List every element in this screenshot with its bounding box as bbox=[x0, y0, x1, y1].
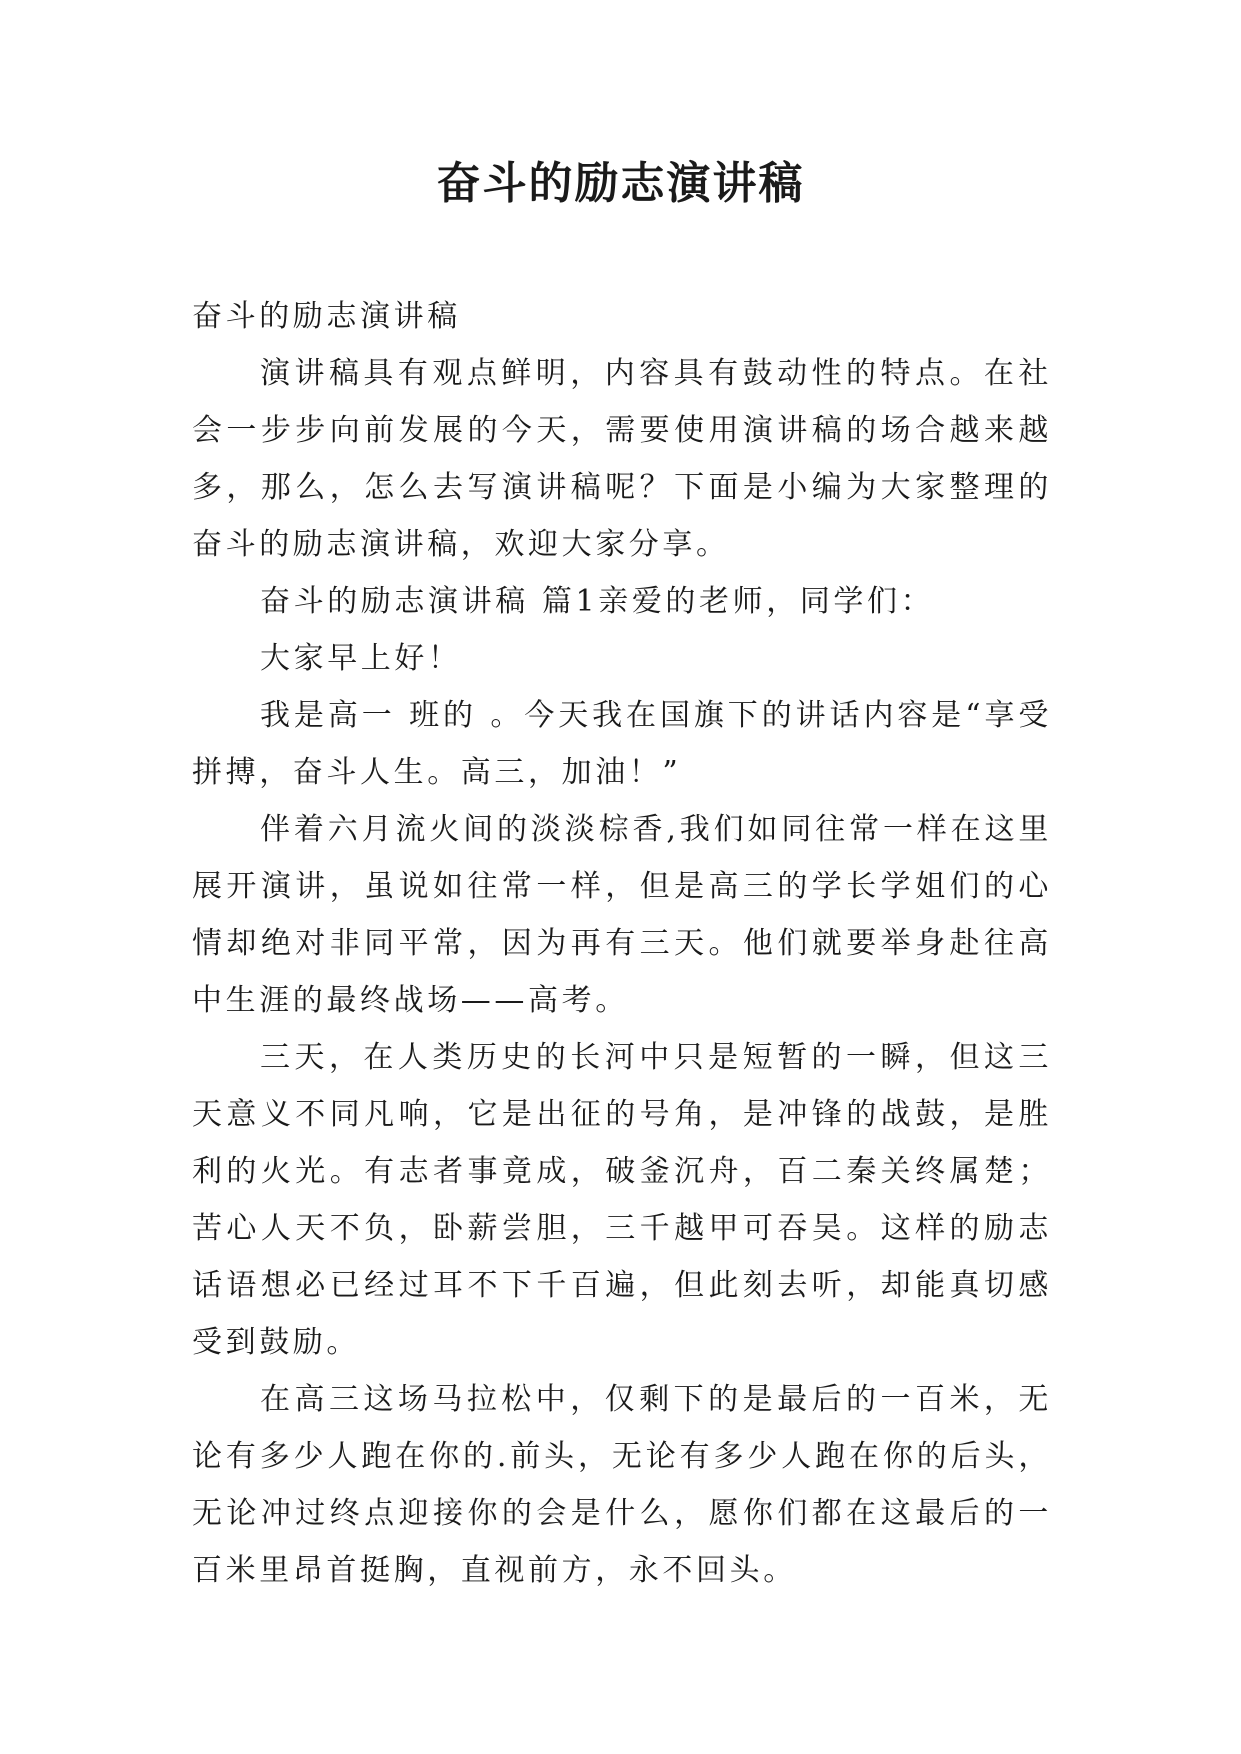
document-subtitle: 奋斗的励志演讲稿 bbox=[192, 299, 461, 334]
paragraph-june-context: 伴着六月流火间的淡淡棕香,我们如同往常一样在这里展开演讲，虽说如往常一样，但是高三的学长学姐们的心情却绝对非同平常，因为再有三天。他们就要举身赴往高中生涯的最终战场——高考。 bbox=[192, 812, 1052, 1018]
paragraph-three-days: 三天，在人类历史的长河中只是短暂的一瞬，但这三天意义不同凡响，它是出征的号角，是冲锋的战鼓，是胜利的火光。有志者事竟成，破釜沉舟，百二秦关终属楚；苦心人天不负，卧薪尝胆，三千越甲可吞吴。这样的励志话语想必已经过耳不下千百遍，但此刻去听，却能真切感受到鼓励。 bbox=[192, 1040, 1052, 1360]
paragraph-intro: 演讲稿具有观点鲜明，内容具有鼓动性的特点。在社会一步步向前发展的今天，需要使用演讲稿的场合越来越多，那么，怎么去写演讲稿呢？下面是小编为大家整理的奋斗的励志演讲稿，欢迎大家分享。 bbox=[192, 356, 1052, 562]
paragraph-self-introduction: 我是高一 班的 。今天我在国旗下的讲话内容是“享受拼搏，奋斗人生。高三，加油！” bbox=[192, 698, 1052, 790]
paragraph-marathon: 在高三这场马拉松中，仅剩下的是最后的一百米，无论有多少人跑在你的.前头，无论有多少人跑在你的后头，无论冲过终点迎接你的会是什么，愿你们都在这最后的一百米里昂首挺胸，直视前方，永不回头。 bbox=[192, 1382, 1052, 1588]
paragraph-greeting: 大家早上好！ bbox=[260, 641, 462, 676]
paragraph-speech-heading: 奋斗的励志演讲稿 篇1亲爱的老师，同学们： bbox=[260, 584, 935, 619]
document-title: 奋斗的励志演讲稿 bbox=[436, 158, 805, 209]
document-body bbox=[192, 288, 1052, 1599]
